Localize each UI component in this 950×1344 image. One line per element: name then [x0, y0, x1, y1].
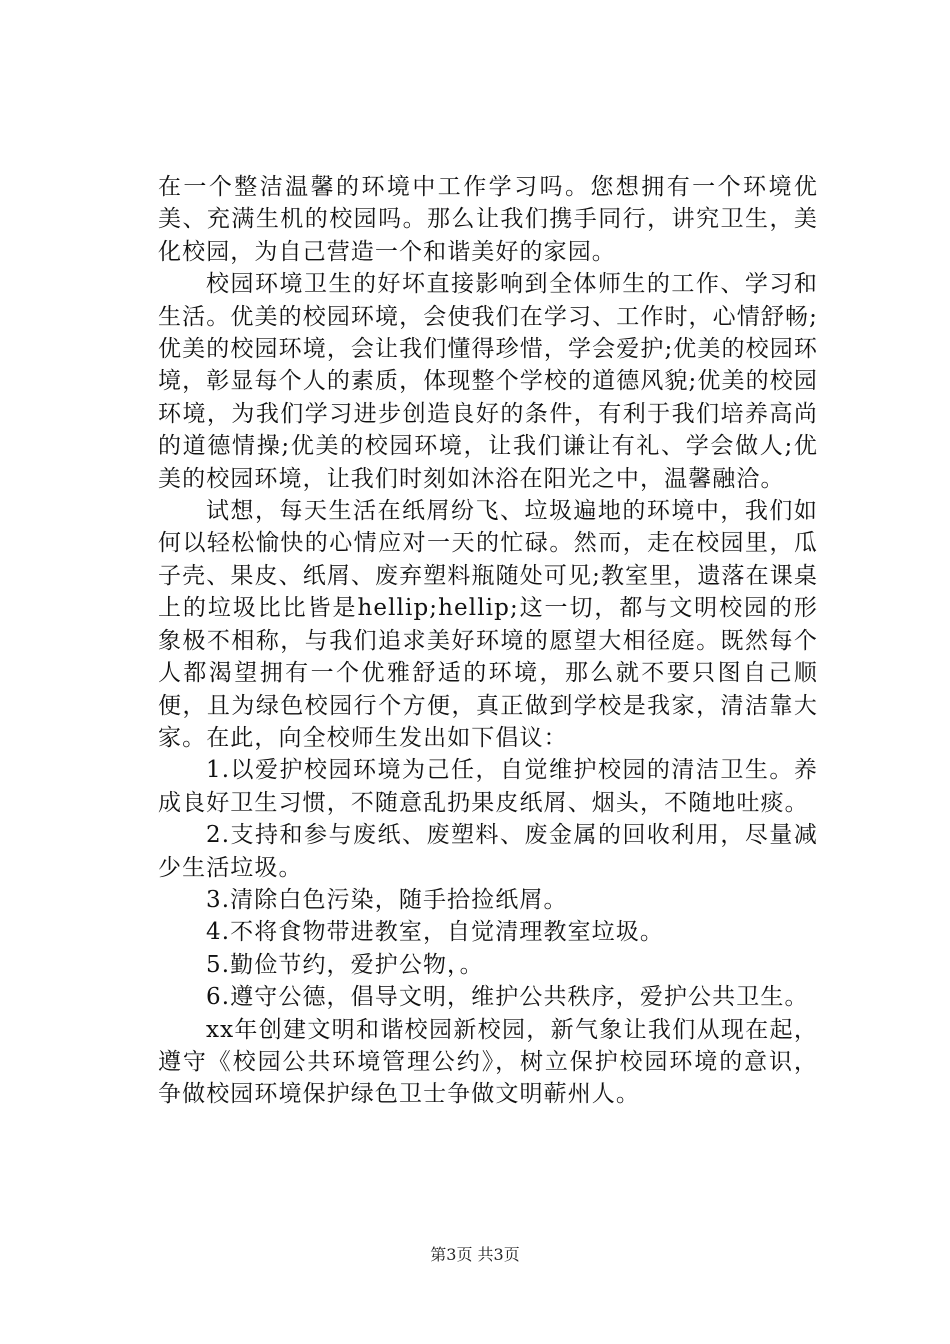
paragraph: 试想，每天生活在纸屑纷飞、垃圾遍地的环境中，我们如何以轻松愉快的心情应对一天的忙碌。然而，走在校园里，瓜子壳、果皮、纸屑、废弃塑料瓶随处可见;教室里，遗落在课桌上的垃圾比比皆是hellip;hellip;这一切，都与文明校园的形象极不相称，与我们追求美好环境的愿望大相径庭。既然每个人都渴望拥有一个优雅舒适的环境，那么就不要只图自己顺便，且为绿色校园行个方便，真正做到学校是我家，清洁靠大家。在此，向全校师生发出如下倡议：: [158, 498, 818, 751]
list-item: 3.清除白色污染，随手拾捡纸屑。: [206, 886, 568, 913]
paragraph: xx年创建文明和谐校园新校园，新气象让我们从现在起，遵守《校园公共环境管理公约》，树立保护校园环境的意识，争做校园环境保护绿色卫士争做文明蕲州人。: [158, 1016, 818, 1108]
list-item: 2.支持和参与废纸、废塑料、废金属的回收利用，尽量减少生活垃圾。: [158, 822, 818, 881]
page-number-label: 第3页 共3页: [430, 1245, 520, 1264]
list-item: 1.以爱护校园环境为己任，自觉维护校园的清洁卫生。养成良好卫生习惯，不随意乱扔果皮纸屑、烟头，不随地吐痰。: [158, 757, 818, 816]
paragraph: 校园环境卫生的好坏直接影响到全体师生的工作、学习和生活。优美的校园环境，会使我们在学习、工作时，心情舒畅;优美的校园环境，会让我们懂得珍惜，学会爱护;优美的校园环境，彰显每个人的素质，体现整个学校的道德风貌;优美的校园环境，为我们学习进步创造良好的条件，有利于我们培养高尚的道德情操;优美的校园环境，让我们谦让有礼、学会做人;优美的校园环境，让我们时刻如沐浴在阳光之中，温馨融洽。: [158, 271, 818, 492]
list-item: 4.不将食物带进教室，自觉清理教室垃圾。: [206, 919, 664, 946]
document-body: [158, 171, 818, 1111]
paragraph: 在一个整洁温馨的环境中工作学习吗。您想拥有一个环境优美、充满生机的校园吗。那么让我们携手同行，讲究卫生，美化校园，为自己营造一个和谐美好的家园。: [158, 174, 818, 265]
list-item: 5.勤俭节约，爱护公物，。: [206, 951, 484, 978]
list-item: 6.遵守公德，倡导文明，维护公共秩序，爱护公共卫生。: [206, 984, 809, 1011]
page-footer: [0, 1245, 950, 1265]
